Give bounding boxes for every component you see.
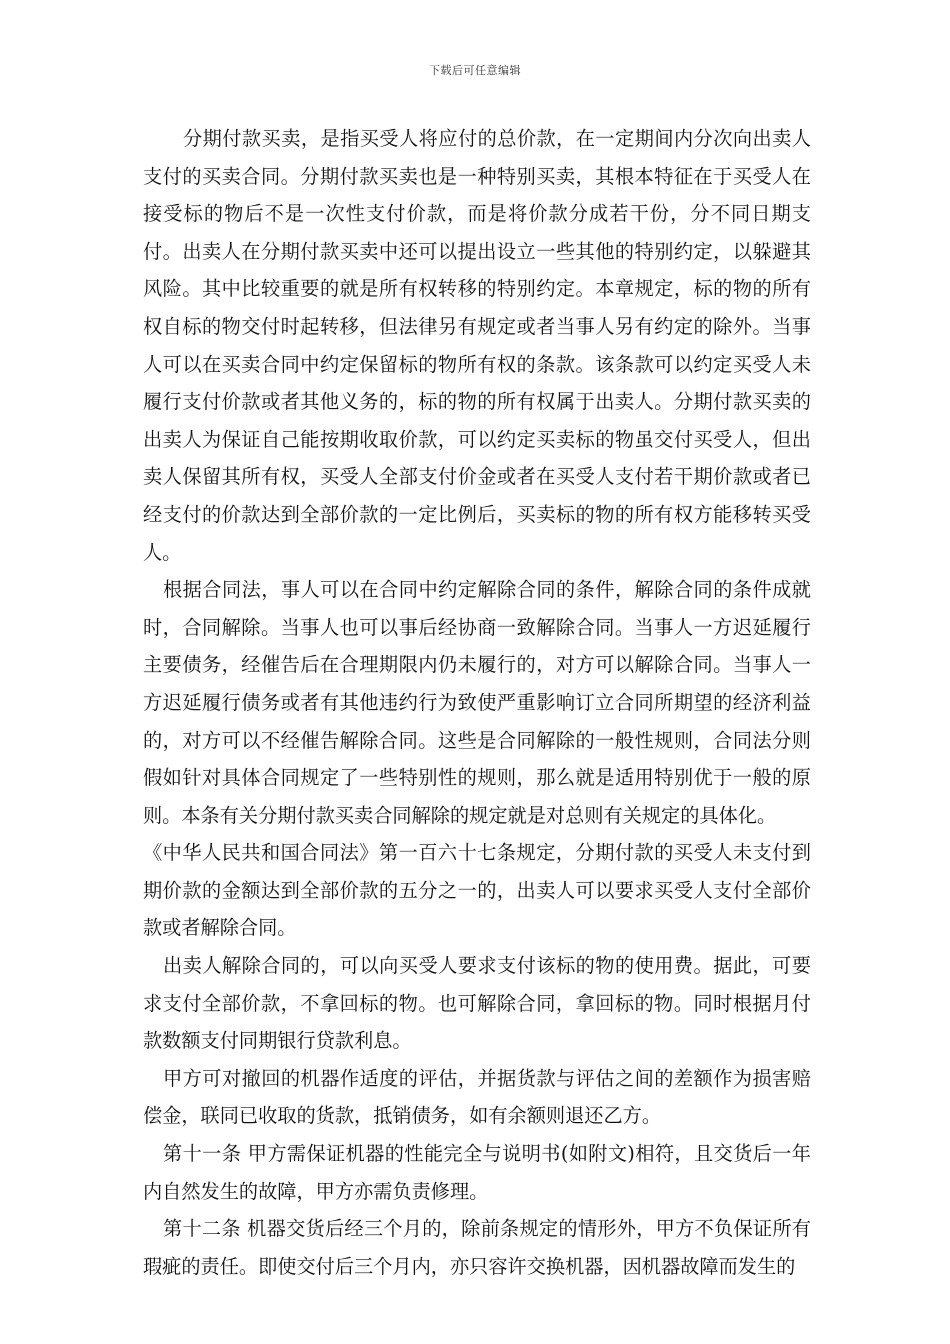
paragraph: 分期付款买卖，是指买受人将应付的总价款，在一定期间内分次向出卖人支付的买卖合同。分期付款买卖也是一种特别买卖，其根本特征在于买受人在接受标的物后不是一次性支付价款，而是将价款分成若干份，分不同日期支付。出卖人在分期付款买卖中还可以提出设立一些其他的特别约定，以躲避其风险。其中比较重要的就是所有权转移的特别约定。本章规定，标的物的所有权自标的物交付时起转移，但法律另有规定或者当事人另有约定的除外。当事人可以在买卖合同中约定保留标的物所有权的条款。该条款可以约定买受人未履行支付价款或者其他义务的，标的物的所有权属于出卖人。分期付款买卖的出卖人为保证自己能按期收取价款，可以约定买卖标的物虽交付买受人，但出卖人保留其所有权，买受人全部支付价金或者在买受人支付若干期价款或者已经支付的价款达到全部价款的一定比例后，买卖标的物的所有权方能移转买受人。: [143, 127, 811, 564]
paragraph: 出卖人解除合同的，可以向买受人要求支付该标的物的使用费。据此，可要求支付全部价款，不拿回标的物。也可解除合同，拿回标的物。同时根据月付款数额支付同期银行贷款利息。: [143, 954, 811, 1053]
page-header: 下载后可任意编辑: [429, 64, 521, 77]
paragraph: 第十二条 机器交货后经三个月的，除前条规定的情形外，甲方不负保证所有瑕疵的责任。即使交付后三个月内，亦只容许交换机器，因机器故障而发生的: [143, 1217, 811, 1278]
paragraph: 第十一条 甲方需保证机器的性能完全与说明书(如附文)相符，且交货后一年内自然发生的故障，甲方亦需负责修理。: [143, 1142, 811, 1203]
paragraph: 甲方可对撤回的机器作适度的评估，并据货款与评估之间的差额作为损害赔偿金，联同已收取的货款，抵销债务，如有余额则退还乙方。: [143, 1066, 811, 1128]
paragraph: 《中华人民共和国合同法》第一百六十七条规定，分期付款的买受人未支付到期价款的金额达到全部价款的五分之一的，出卖人可以要求买受人支付全部价款或者解除合同。: [143, 841, 811, 940]
document-body: [143, 120, 811, 1285]
paragraph: 根据合同法，事人可以在合同中约定解除合同的条件，解除合同的条件成就时，合同解除。当事人也可以事后经协商一致解除合同。当事人一方迟延履行主要债务，经催告后在合理期限内仍未履行的，对方可以解除合同。当事人一方迟延履行债务或者有其他违约行为致使严重影响订立合同所期望的经济利益的，对方可以不经催告解除合同。这些是合同解除的一般性规则，合同法分则假如针对具体合同规定了一些特别性的规则，那么就是适用特别优于一般的原则。本条有关分期付款买卖合同解除的规定就是对总则有关规定的具体化。: [143, 578, 811, 827]
